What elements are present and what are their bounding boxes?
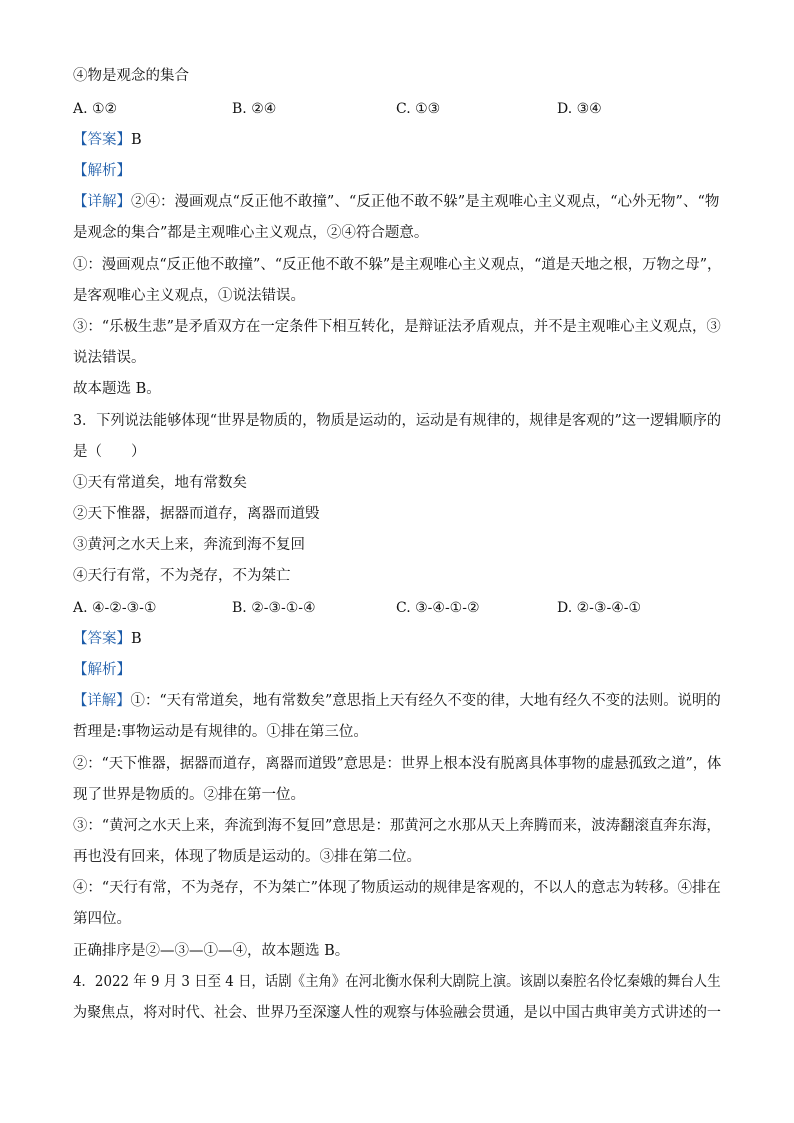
q3-detail-line: 再也没有回来，体现了物质是运动的。③排在第二位。 <box>73 849 421 865</box>
q3-option-b: B. ②-③-①-④ <box>232 600 316 616</box>
q2-detail-line: ①：漫画观点“反正他不敢撞”、“反正他不敢不躲”是主观唯心主义观点，“道是天地之根，万物之母”， <box>73 257 722 273</box>
q3-detail-line: ②：“天下惟器，据器而道存，离器而道毁”意思是：世界上根本没有脱离具体事物的虚悬孤致之道”，体 <box>73 756 722 772</box>
analysis-label: 【解析】 <box>73 662 131 678</box>
q2-option-c: C. ①③ <box>396 101 441 117</box>
q3-option-c: C. ③-④-①-② <box>396 600 480 616</box>
q3-statement-4: ④天行有常，不为尧存，不为桀亡 <box>73 568 291 584</box>
q2-detail-line: ③：“乐极生悲”是矛盾双方在一定条件下相互转化，是辩证法矛盾观点，并不是主观唯心主义观点，③ <box>73 319 721 335</box>
q3-statement-1: ①天有常道矣，地有常数矣 <box>73 475 247 491</box>
q3-detail-line: 现了世界是物质的。②排在第一位。 <box>73 787 305 803</box>
detail-text: ②④：漫画观点“反正他不敢撞”、“反正他不敢不躲”是主观唯心主义观点，“心外无物”、“物 <box>131 194 720 210</box>
detail-text: ①：“天有常道矣，地有常数矣”意思指上天有经久不变的律，大地有经久不变的法则。说明的 <box>130 693 721 709</box>
q2-detail-line: 是观念的集合”都是主观唯心主义观点，②④符合题意。 <box>73 225 429 241</box>
answer-value: B <box>131 631 142 647</box>
q2-detail-line: 说法错误。 <box>73 350 146 366</box>
q3-option-a: A. ④-②-③-① <box>73 600 157 616</box>
q2-detail-line: 故本题选 B。 <box>73 381 161 397</box>
q3-detail-line: 哲理是:事物运动是有规律的。①排在第三位。 <box>73 724 368 740</box>
detail-label: 【详解】 <box>73 194 131 210</box>
q3-detail-line: ③：“黄河之水天上来，奔流到海不复回”意思是：那黄河之水那从天上奔腾而来，波涛翻滚直奔东海， <box>73 818 721 834</box>
q3-statement-3: ③黄河之水天上来，奔流到海不复回 <box>73 537 305 553</box>
answer-value: B <box>131 132 142 148</box>
q3-detail-line: ④：“天行有常，不为尧存，不为桀亡”体现了物质运动的规律是客观的，不以人的意志为转移。④排在 <box>73 880 721 896</box>
q3-statement-2: ②天下惟器，据器而道存，离器而道毁 <box>73 506 320 522</box>
q4-stem-line: 为聚焦点，将对时代、社会、世界乃至深邃人性的观察与体验融会贯通，是以中国古典审美方式讲述的一 <box>73 1005 721 1021</box>
q2-statement-4: ④物是观念的集合 <box>73 68 189 84</box>
q3-answer <box>73 629 142 649</box>
q3-stem-line: 3．下列说法能够体现“世界是物质的，物质是运动的，运动是有规律的，规律是客观的”这一逻辑顺序的 <box>73 413 722 429</box>
q3-option-d: D. ②-③-④-① <box>557 600 642 616</box>
q2-option-a: A. ①② <box>73 101 118 117</box>
q2-answer <box>73 130 142 150</box>
analysis-label: 【解析】 <box>73 163 131 179</box>
q4-stem-line: 4．2022 年 9 月 3 日至 4 日，话剧《主角》在河北衡水保利大剧院上演。该剧以秦腔名伶忆秦娥的舞台人生 <box>73 974 721 990</box>
q2-detail-line <box>73 192 719 212</box>
answer-label: 【答案】 <box>73 132 131 148</box>
q3-stem-line: 是（ ） <box>73 444 146 460</box>
q2-option-d: D. ③④ <box>557 101 602 117</box>
answer-label: 【答案】 <box>73 631 131 647</box>
detail-label: 【详解】 <box>73 693 131 709</box>
q3-analysis-label <box>73 660 131 680</box>
q3-detail-line <box>73 691 721 711</box>
q2-detail-line: 是客观唯心主义观点，①说法错误。 <box>73 288 305 304</box>
q2-analysis-label <box>73 161 131 181</box>
q3-detail-line: 正确排序是②—③—①—④，故本题选 B。 <box>73 943 350 959</box>
q3-detail-line: 第四位。 <box>73 911 131 927</box>
q2-option-b: B. ②④ <box>232 101 277 117</box>
